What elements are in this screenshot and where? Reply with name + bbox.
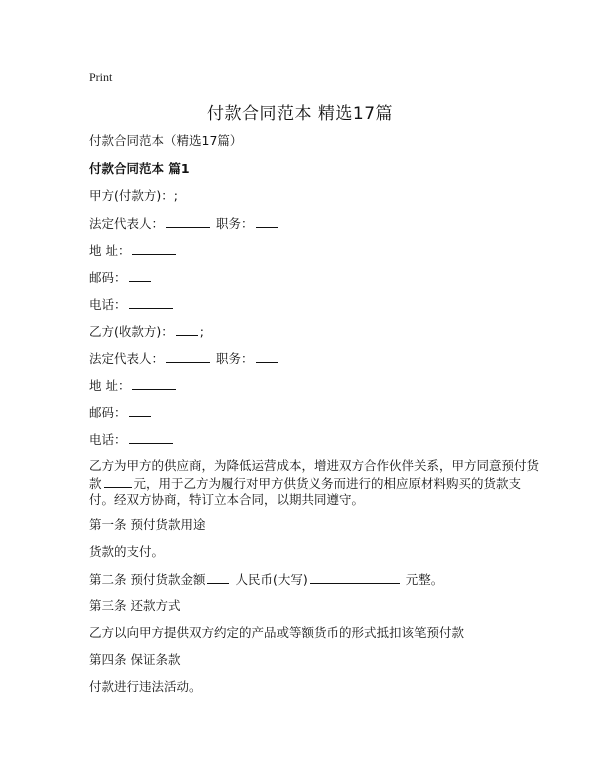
party-b-phone-blank [129,430,173,444]
party-b-address-line [89,376,178,394]
party-a-postcode-blank [129,268,151,282]
party-b-name-blank [176,322,198,336]
party-a-phone-blank [129,295,173,309]
print-link[interactable]: Print [89,70,113,84]
article-2-amount-blank [207,570,229,584]
party-a-postcode-line [89,268,153,286]
intro-paragraph-line-2 [89,474,521,492]
article-1-body: 货款的支付。 [89,544,165,559]
intro-paragraph-line-2-prefix: 款 [89,476,102,491]
article-2-prefix: 第二条 预付货款金额 [89,572,206,587]
section-heading: 付款合同范本 篇1 [89,161,190,176]
article-2-rmb-blank [310,570,400,584]
article-4-body: 付款进行违法活动。 [89,679,202,694]
party-a-phone-label: 电话： [89,297,127,312]
article-3-title: 第三条 还款方式 [89,598,181,613]
party-a-rep-blank [166,214,210,228]
party-b-rep-label: 法定代表人： [89,351,165,366]
party-b-rep-blank [166,349,210,363]
document-title: 付款合同范本 精选17篇 [206,104,394,124]
party-b-postcode-line [89,403,153,421]
party-b-label: 乙方(收款方)： [89,324,174,339]
party-a-address-line [89,241,178,259]
party-b-rep-line [89,349,280,367]
party-b-label-line [89,322,204,340]
intro-paragraph-line-1: 乙方为甲方的供应商，为降低运营成本，增进双方合作伙伴关系，甲方同意预付货 [89,458,540,473]
prepayment-amount-blank [104,474,132,488]
party-a-address-blank [132,241,176,255]
party-a-phone-line [89,295,175,313]
party-a-position-blank [256,214,278,228]
party-a-rep-line [89,214,280,232]
party-b-address-blank [132,376,176,390]
party-b-address-label: 地 址： [89,378,131,393]
article-3-body: 乙方以向甲方提供双方约定的产品或等额货币的形式抵扣该笔预付款 [89,625,465,640]
intro-paragraph-line-3: 付。经双方协商，特订立本合同，以期共同遵守。 [89,492,365,507]
party-a-label: 甲方(付款方)：; [89,188,178,203]
party-a-address-label: 地 址： [89,243,131,258]
party-a-position-label: 职务： [216,216,254,231]
intro-paragraph-line-2-rest: 元，用于乙方为履行对甲方供货义务而进行的相应原材料购买的货款支 [133,476,522,491]
party-b-position-label: 职务： [216,351,254,366]
party-b-phone-line [89,430,175,448]
article-1-title: 第一条 预付货款用途 [89,517,206,532]
article-2-rmb-label: 人民币(大写) [235,572,308,587]
party-b-position-blank [256,349,278,363]
article-2-line [89,570,443,588]
article-4-title: 第四条 保证条款 [89,652,181,667]
party-b-postcode-label: 邮码： [89,405,127,420]
party-b-phone-label: 电话： [89,432,127,447]
party-b-label-suffix: ; [199,324,204,339]
document-subtitle: 付款合同范本（精选17篇） [89,133,243,148]
party-b-postcode-blank [129,403,151,417]
article-2-suffix: 元整。 [405,572,444,587]
party-a-postcode-label: 邮码： [89,270,127,285]
party-a-rep-label: 法定代表人： [89,216,165,231]
